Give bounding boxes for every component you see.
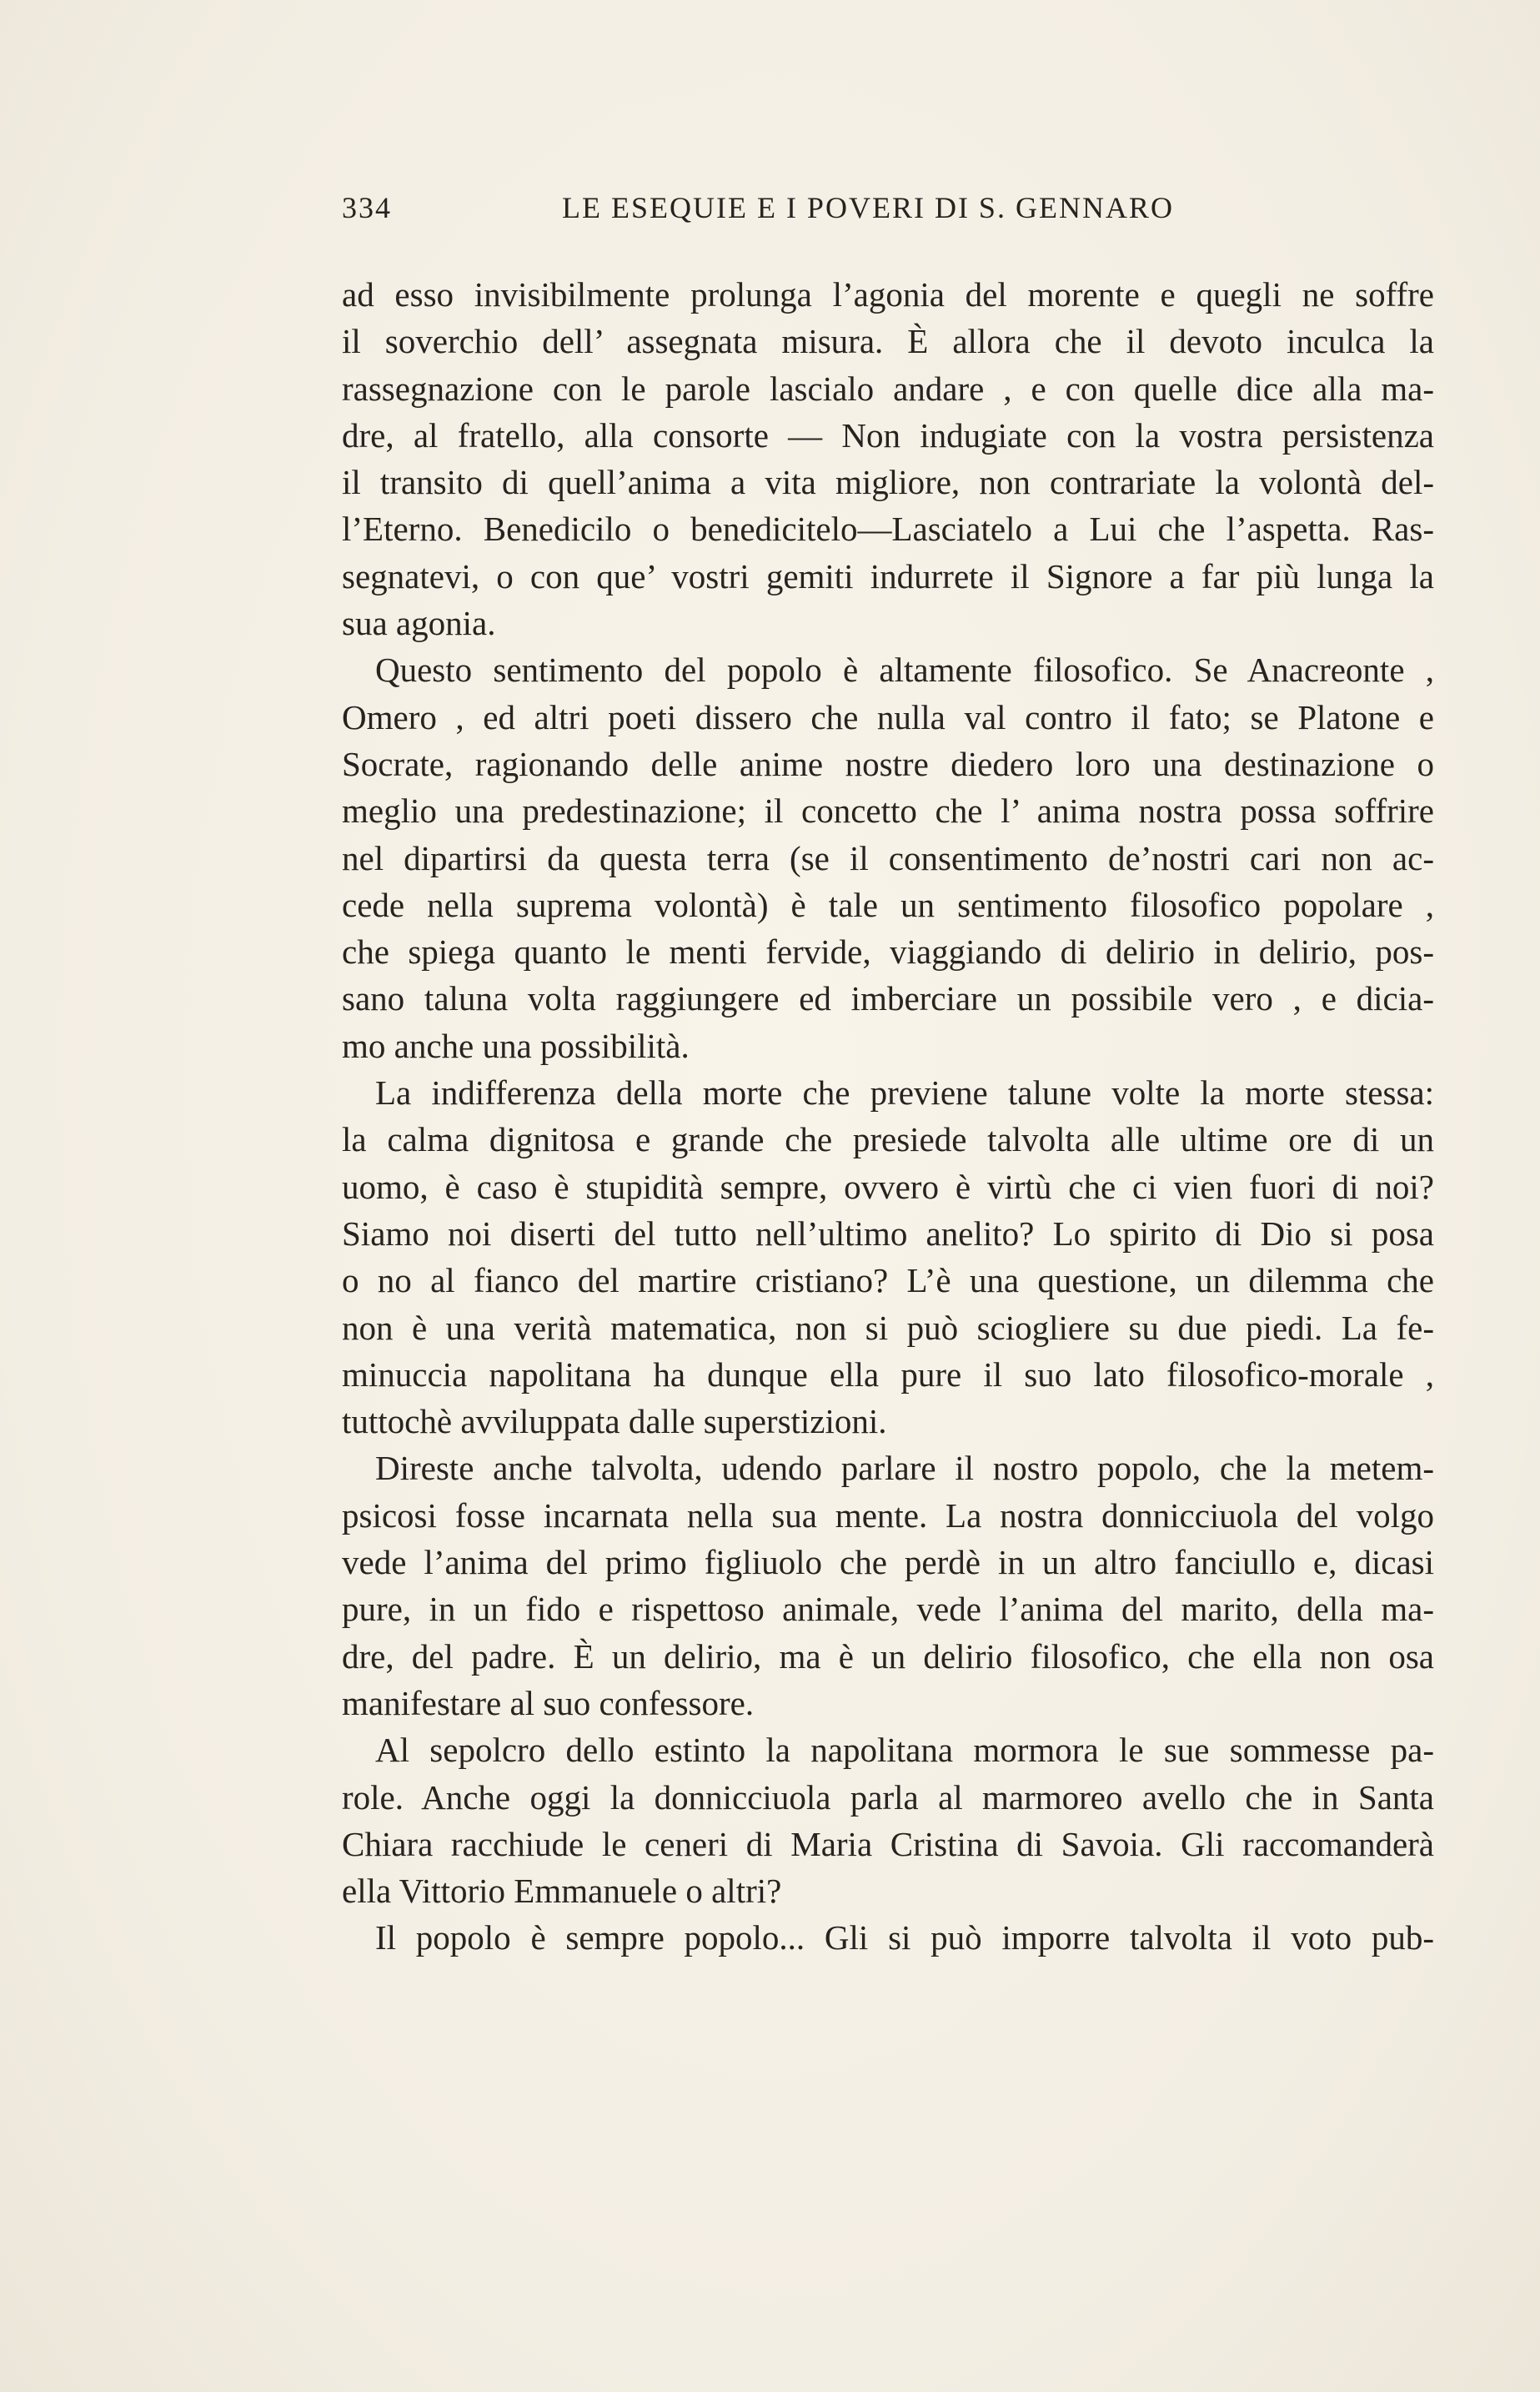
text-line: il soverchio dell’ assegnata misura. È allora che il devoto inculca la	[342, 322, 1434, 361]
text-line: o no al fianco del martire cristiano? L’è una questione, un dilemma che	[342, 1261, 1434, 1300]
page-header	[342, 190, 1226, 240]
text-line: manifestare al suo confessore.	[342, 1683, 755, 1722]
text-line: la calma dignitosa e grande che presiede talvolta alle ultime ore di un	[342, 1120, 1434, 1159]
text-line: Il popolo è sempre popolo... Gli si può imporre talvolta il voto pub-	[375, 1918, 1434, 1957]
text-line: Omero , ed altri poeti dissero che nulla val contro il fato; se Platone e	[342, 697, 1434, 736]
text-line: dre, al fratello, alla consorte — Non indugiate con la vostra persistenza	[342, 415, 1434, 455]
text-line: ella Vittorio Emmanuele o altri?	[342, 1872, 782, 1911]
text-line: meglio una predestinazione; il concetto che l’ anima nostra possa soffrire	[342, 791, 1434, 831]
body-text	[342, 271, 1434, 1962]
text-line: uomo, è caso è stupidità sempre, ovvero è virtù che ci vien fuori di noi?	[342, 1167, 1434, 1206]
text-line: sano taluna volta raggiungere ed imberciare un possibile vero , e dicia-	[342, 979, 1434, 1018]
text-line: dre, del padre. È un delirio, ma è un delirio filosofico, che ella non osa	[342, 1636, 1434, 1676]
running-title: LE ESEQUIE E I POVERI DI S. GENNARO	[562, 191, 1174, 224]
text-line: Al sepolcro dello estinto la napolitana mormora le sue sommesse pa-	[375, 1731, 1434, 1770]
text-line: l’Eterno. Benedicilo o benedicitelo—Lasciatelo a Lui che l’aspetta. Ras-	[342, 510, 1434, 549]
text-line: Questo sentimento del popolo è altamente filosofico. Se Anacreonte ,	[375, 651, 1434, 690]
text-line: nel dipartirsi da questa terra (se il consentimento de’nostri cari non ac-	[342, 838, 1434, 877]
text-line: non è una verità matematica, non si può sciogliere su due piedi. La fe-	[342, 1308, 1434, 1347]
text-line: sua agonia.	[342, 604, 496, 643]
text-line: vede l’anima del primo figliuolo che perdè in un altro fanciullo e, dicasi	[342, 1543, 1434, 1582]
text-line: psicosi fosse incarnata nella sua mente. La nostra donnicciuola del volgo	[342, 1495, 1434, 1535]
text-line: role. Anche oggi la donnicciuola parla al marmoreo avello che in Santa	[342, 1777, 1434, 1817]
text-line: il transito di quell’anima a vita migliore, non contrariate la volontà del-	[342, 463, 1434, 502]
text-line: Socrate, ragionando delle anime nostre diedero loro una destinazione o	[342, 744, 1434, 783]
text-line: cede nella suprema volontà) è tale un sentimento filosofico popolare ,	[342, 885, 1434, 924]
page-number: 334	[342, 191, 392, 224]
text-line: Chiara racchiude le ceneri di Maria Cristina di Savoia. Gli raccomanderà	[342, 1824, 1434, 1863]
text-line: segnatevi, o con que’ vostri gemiti indurrete il Signore a far più lunga la	[342, 556, 1434, 595]
text-line: rassegnazione con le parole lascialo andare , e con quelle dice alla ma-	[342, 369, 1434, 408]
text-line: Siamo noi diserti del tutto nell’ultimo anelito? Lo spirito di Dio si posa	[342, 1214, 1434, 1253]
text-line: La indifferenza della morte che previene talune volte la morte stessa:	[375, 1073, 1434, 1113]
text-line: Direste anche talvolta, udendo parlare il nostro popolo, che la metem-	[375, 1449, 1434, 1488]
text-line: pure, in un fido e rispettoso animale, vede l’anima del marito, della ma-	[342, 1590, 1434, 1629]
text-line: che spiega quanto le menti fervide, viaggiando di delirio in delirio, pos-	[342, 932, 1434, 972]
text-line: minuccia napolitana ha dunque ella pure il suo lato filosofico-morale ,	[342, 1354, 1434, 1394]
text-line: tuttochè avviluppata dalle superstizioni.	[342, 1402, 887, 1441]
text-line: ad esso invisibilmente prolunga l’agonia del morente e quegli ne soffre	[342, 275, 1434, 314]
text-line: mo anche una possibilità.	[342, 1026, 690, 1065]
